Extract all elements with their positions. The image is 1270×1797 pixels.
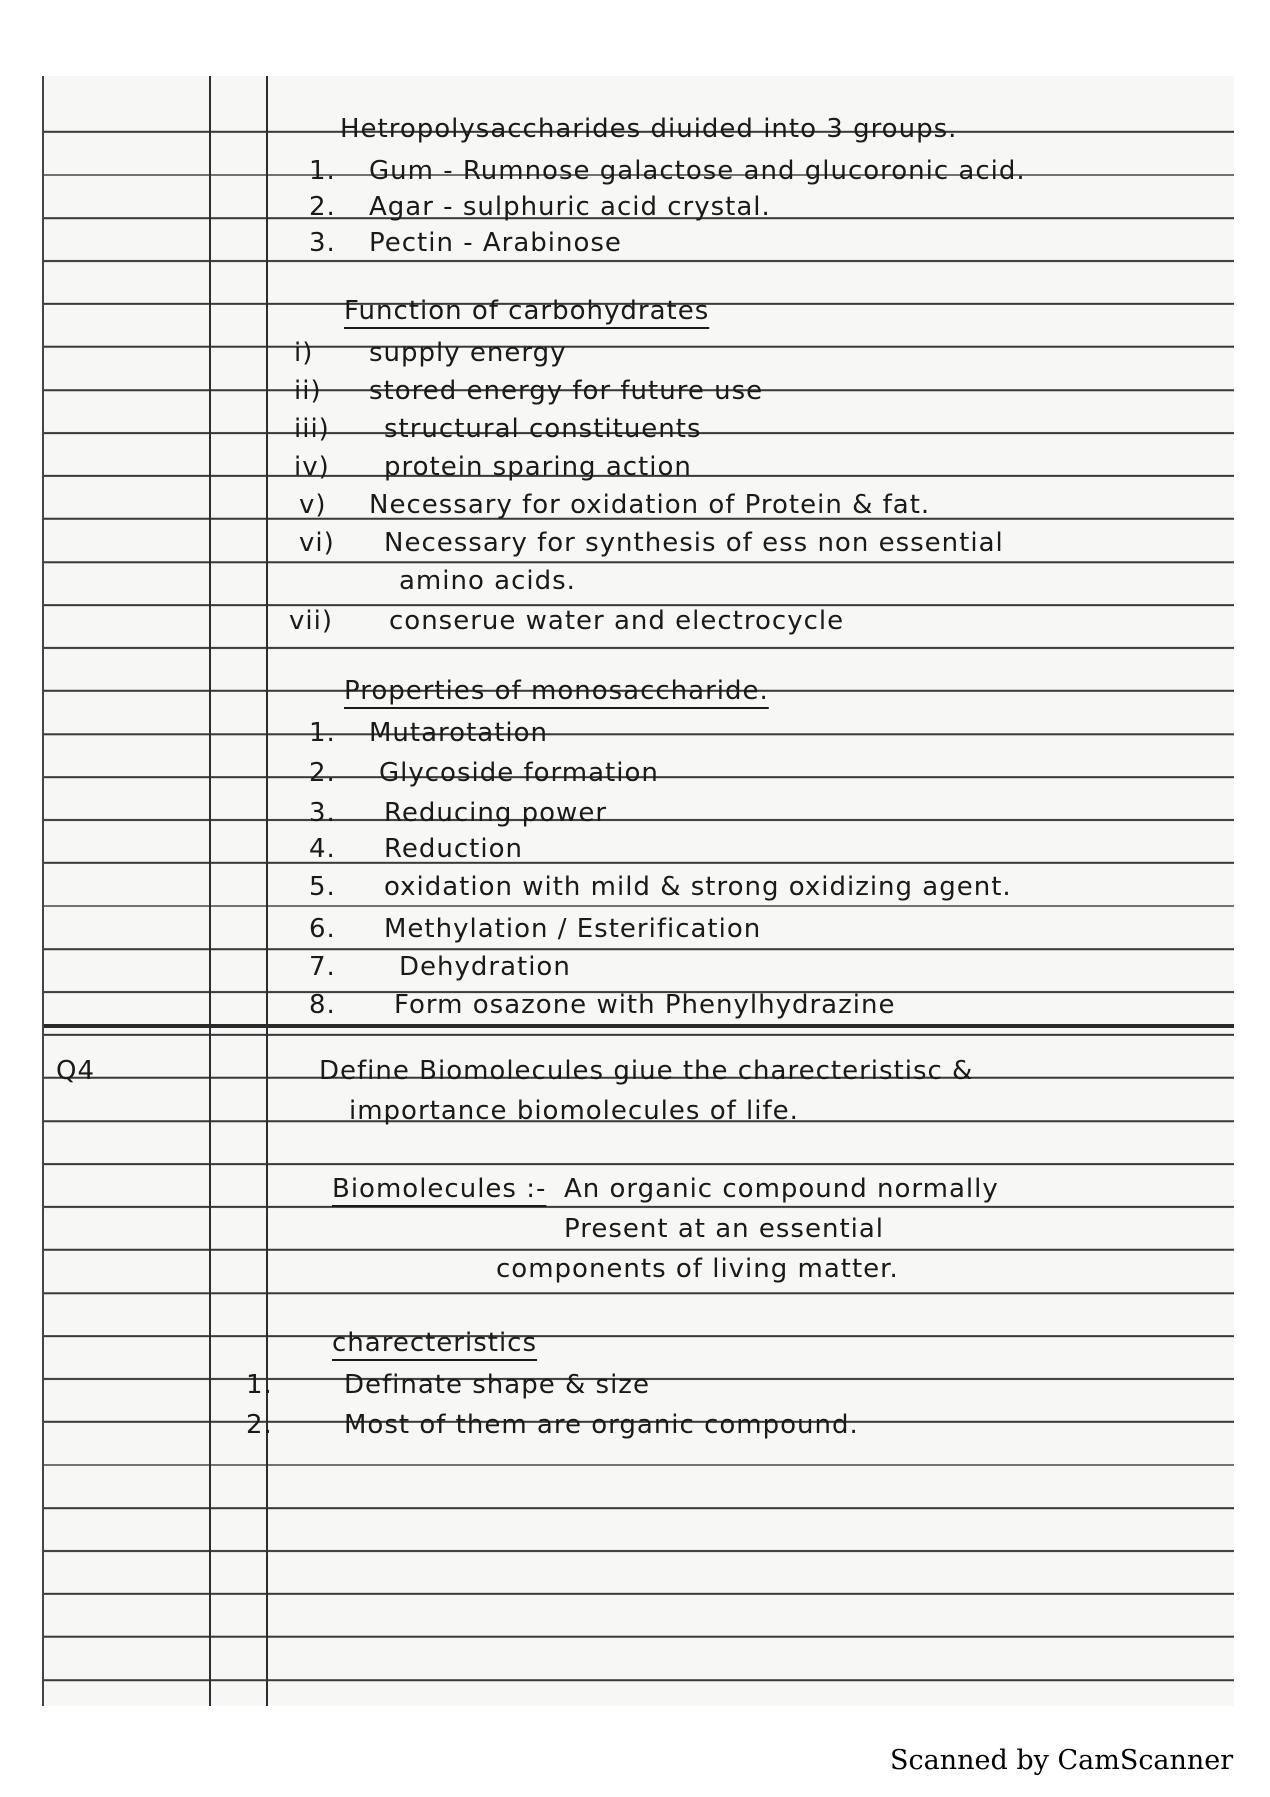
section3-item-num: 6. [309, 914, 336, 944]
section3-item-text: oxidation with mild & strong oxidizing agent. [384, 872, 1012, 902]
section2-item-num: iii) [294, 414, 330, 444]
section3-item-num: 4. [309, 834, 336, 864]
question-label: Q4 [56, 1056, 96, 1086]
section2-item-num: ii) [294, 376, 322, 406]
section1-heading: Hetropolysaccharides diuided into 3 groups. [340, 114, 958, 144]
section2-item-text: stored energy for future use [369, 376, 764, 406]
section2-item-text: Necessary for synthesis of ess non essential [384, 528, 1004, 558]
section2-item-num: vii) [289, 606, 333, 636]
section3-item-num: 2. [309, 758, 336, 788]
section2-heading: Function of carbohydrates [344, 296, 710, 326]
section3-item-num: 1. [309, 718, 336, 748]
question-line-1: Define Biomolecules giue the charecteristisc & [319, 1056, 974, 1086]
margin-line-right [266, 76, 268, 1706]
section2-item-text: structural constituents [384, 414, 702, 444]
section2-item-num: iv) [294, 452, 330, 482]
section2-item-continuation: amino acids. [399, 566, 576, 596]
section3-item-text: Glycoside formation [379, 758, 659, 788]
section1-item-text: Agar - sulphuric acid crystal. [369, 192, 771, 222]
section1-item-num: 3. [309, 228, 336, 258]
definition-line-3: components of living matter. [496, 1254, 899, 1284]
section2-item-text: protein sparing action [384, 452, 692, 482]
section-divider [44, 1024, 1234, 1028]
section1-item-num: 2. [309, 192, 336, 222]
section2-item-text: Necessary for oxidation of Protein & fat. [369, 490, 931, 520]
definition-line-2: Present at an essential [564, 1214, 885, 1244]
section3-item-text: Mutarotation [369, 718, 548, 748]
section3-item-num: 3. [309, 798, 336, 828]
notebook-page [42, 76, 1234, 1706]
section3-item-text: Reducing power [384, 798, 608, 828]
section1-item-num: 1. [309, 156, 336, 186]
margin-line-left [209, 76, 211, 1706]
section3-item-text: Reduction [384, 834, 523, 864]
section3-item-num: 8. [309, 990, 336, 1020]
section2-item-num: v) [299, 490, 327, 520]
section2-item-text: supply energy [369, 338, 567, 368]
characteristics-item-text: Most of them are organic compound. [344, 1410, 859, 1440]
scanner-watermark: Scanned by CamScanner [890, 1745, 1234, 1776]
characteristics-heading: charecteristics [332, 1328, 538, 1358]
section1-item-text: Pectin - Arabinose [369, 228, 622, 258]
definition-term: Biomolecules :- [332, 1174, 547, 1204]
question-line-2: importance biomolecules of life. [349, 1096, 799, 1126]
section3-item-text: Dehydration [399, 952, 571, 982]
section3-item-num: 7. [309, 952, 336, 982]
characteristics-item-text: Definate shape & size [344, 1370, 650, 1400]
characteristics-item-num: 2. [246, 1410, 273, 1440]
section2-item-text: conserue water and electrocycle [389, 606, 845, 636]
section2-item-num: vi) [299, 528, 335, 558]
section2-item-num: i) [294, 338, 314, 368]
section3-item-text: Methylation / Esterification [384, 914, 762, 944]
definition-line-1: An organic compound normally [564, 1174, 999, 1204]
characteristics-item-num: 1. [246, 1370, 273, 1400]
section3-item-text: Form osazone with Phenylhydrazine [394, 990, 896, 1020]
section3-item-num: 5. [309, 872, 336, 902]
section3-heading: Properties of monosaccharide. [344, 676, 769, 706]
section1-item-text: Gum - Rumnose galactose and glucoronic acid. [369, 156, 1026, 186]
